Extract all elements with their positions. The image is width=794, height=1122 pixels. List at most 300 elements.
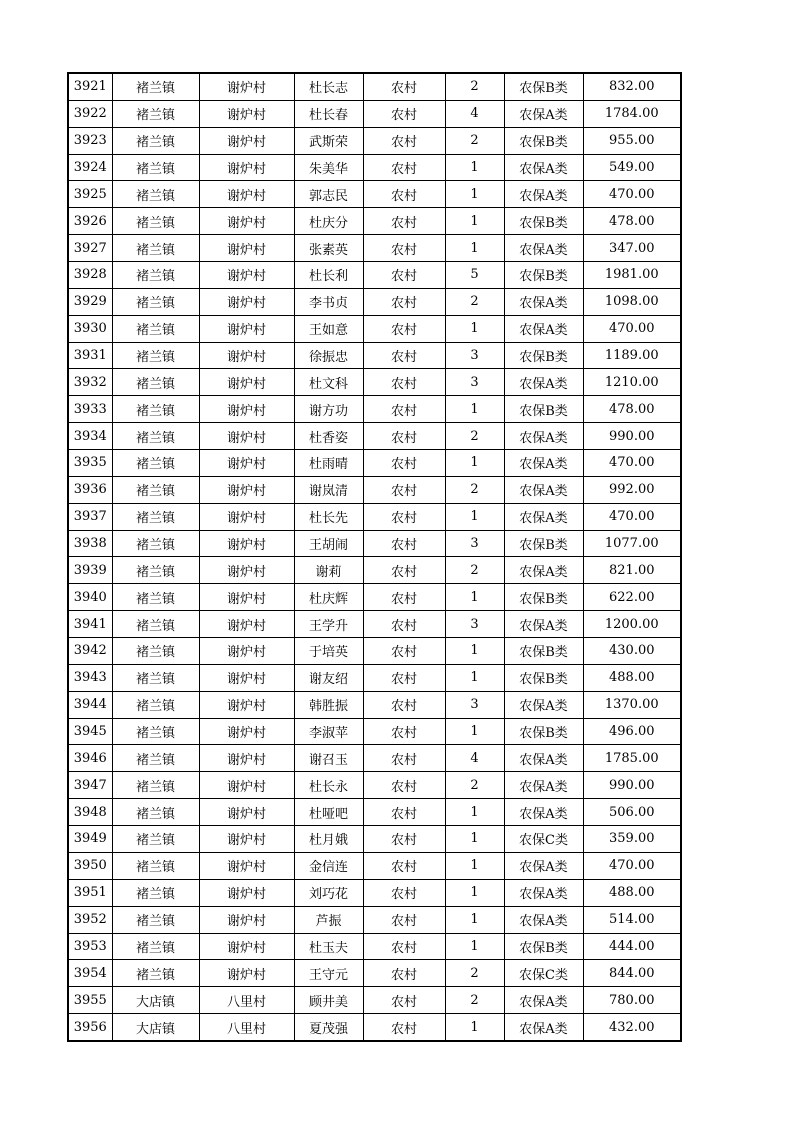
row-number-cell: 3956 (68, 1014, 112, 1041)
village-cell: 谢炉村 (199, 288, 294, 315)
row-number-cell: 3924 (68, 154, 112, 181)
town-cell: 褚兰镇 (112, 476, 199, 503)
household-size-cell: 3 (445, 611, 504, 638)
village-cell: 谢炉村 (199, 396, 294, 423)
insurance-category-cell: 农保B类 (504, 933, 583, 960)
insurance-category-cell: 农保B类 (504, 584, 583, 611)
household-size-cell: 1 (445, 1014, 504, 1041)
village-cell: 谢炉村 (199, 235, 294, 262)
insurance-category-cell: 农保A类 (504, 557, 583, 584)
village-cell: 谢炉村 (199, 127, 294, 154)
table-row (68, 664, 681, 691)
person-name-cell: 王守元 (294, 960, 363, 987)
row-number-cell: 3937 (68, 503, 112, 530)
area-type-cell: 农村 (363, 450, 445, 477)
amount-cell: 1210.00 (583, 369, 681, 396)
person-name-cell: 杜月娥 (294, 826, 363, 853)
insurance-category-cell: 农保A类 (504, 450, 583, 477)
person-name-cell: 谢友绍 (294, 664, 363, 691)
village-cell: 谢炉村 (199, 262, 294, 289)
household-size-cell: 4 (445, 745, 504, 772)
town-cell: 褚兰镇 (112, 288, 199, 315)
amount-cell: 1077.00 (583, 530, 681, 557)
table-row (68, 73, 681, 100)
amount-cell: 990.00 (583, 423, 681, 450)
household-size-cell: 1 (445, 638, 504, 665)
town-cell: 褚兰镇 (112, 450, 199, 477)
village-cell: 八里村 (199, 987, 294, 1014)
village-cell: 谢炉村 (199, 852, 294, 879)
area-type-cell: 农村 (363, 611, 445, 638)
town-cell: 褚兰镇 (112, 342, 199, 369)
town-cell: 褚兰镇 (112, 530, 199, 557)
row-number-cell: 3945 (68, 718, 112, 745)
table-row (68, 181, 681, 208)
household-size-cell: 1 (445, 879, 504, 906)
person-name-cell: 谢召玉 (294, 745, 363, 772)
row-number-cell: 3921 (68, 73, 112, 100)
row-number-cell: 3929 (68, 288, 112, 315)
row-number-cell: 3940 (68, 584, 112, 611)
village-cell: 谢炉村 (199, 100, 294, 127)
amount-cell: 478.00 (583, 396, 681, 423)
person-name-cell: 芦振 (294, 906, 363, 933)
person-name-cell: 杜庆分 (294, 208, 363, 235)
person-name-cell: 谢岚清 (294, 476, 363, 503)
insurance-category-cell: 农保B类 (504, 262, 583, 289)
town-cell: 褚兰镇 (112, 73, 199, 100)
town-cell: 褚兰镇 (112, 826, 199, 853)
amount-cell: 1981.00 (583, 262, 681, 289)
amount-cell: 470.00 (583, 181, 681, 208)
town-cell: 褚兰镇 (112, 584, 199, 611)
household-size-cell: 1 (445, 154, 504, 181)
town-cell: 大店镇 (112, 1014, 199, 1041)
table-row (68, 557, 681, 584)
village-cell: 谢炉村 (199, 423, 294, 450)
village-cell: 谢炉村 (199, 476, 294, 503)
person-name-cell: 王如意 (294, 315, 363, 342)
town-cell: 褚兰镇 (112, 369, 199, 396)
row-number-cell: 3946 (68, 745, 112, 772)
household-size-cell: 2 (445, 557, 504, 584)
table-row (68, 369, 681, 396)
household-size-cell: 1 (445, 933, 504, 960)
insurance-category-cell: 农保A类 (504, 476, 583, 503)
row-number-cell: 3922 (68, 100, 112, 127)
person-name-cell: 王学升 (294, 611, 363, 638)
person-name-cell: 夏茂强 (294, 1014, 363, 1041)
area-type-cell: 农村 (363, 208, 445, 235)
town-cell: 褚兰镇 (112, 718, 199, 745)
insurance-category-cell: 农保A类 (504, 611, 583, 638)
village-cell: 谢炉村 (199, 826, 294, 853)
amount-cell: 1098.00 (583, 288, 681, 315)
area-type-cell: 农村 (363, 718, 445, 745)
person-name-cell: 杜香姿 (294, 423, 363, 450)
town-cell: 褚兰镇 (112, 933, 199, 960)
insurance-category-cell: 农保B类 (504, 127, 583, 154)
area-type-cell: 农村 (363, 396, 445, 423)
town-cell: 褚兰镇 (112, 960, 199, 987)
row-number-cell: 3927 (68, 235, 112, 262)
household-size-cell: 2 (445, 476, 504, 503)
table-row (68, 799, 681, 826)
person-name-cell: 张素英 (294, 235, 363, 262)
amount-cell: 496.00 (583, 718, 681, 745)
town-cell: 褚兰镇 (112, 691, 199, 718)
row-number-cell: 3951 (68, 879, 112, 906)
table-row (68, 342, 681, 369)
person-name-cell: 杜文科 (294, 369, 363, 396)
person-name-cell: 谢方功 (294, 396, 363, 423)
village-cell: 谢炉村 (199, 611, 294, 638)
area-type-cell: 农村 (363, 127, 445, 154)
table-row (68, 960, 681, 987)
amount-cell: 549.00 (583, 154, 681, 181)
insurance-category-cell: 农保B类 (504, 342, 583, 369)
area-type-cell: 农村 (363, 530, 445, 557)
amount-cell: 432.00 (583, 1014, 681, 1041)
household-size-cell: 1 (445, 396, 504, 423)
table-row (68, 235, 681, 262)
insurance-category-cell: 农保A类 (504, 987, 583, 1014)
amount-cell: 821.00 (583, 557, 681, 584)
insurance-category-cell: 农保A类 (504, 745, 583, 772)
area-type-cell: 农村 (363, 879, 445, 906)
row-number-cell: 3948 (68, 799, 112, 826)
village-cell: 谢炉村 (199, 745, 294, 772)
table-row (68, 288, 681, 315)
household-size-cell: 2 (445, 127, 504, 154)
insurance-category-cell: 农保B类 (504, 664, 583, 691)
area-type-cell: 农村 (363, 503, 445, 530)
village-cell: 谢炉村 (199, 557, 294, 584)
amount-cell: 359.00 (583, 826, 681, 853)
household-size-cell: 1 (445, 826, 504, 853)
insurance-category-cell: 农保A类 (504, 879, 583, 906)
row-number-cell: 3939 (68, 557, 112, 584)
row-number-cell: 3952 (68, 906, 112, 933)
town-cell: 褚兰镇 (112, 208, 199, 235)
village-cell: 谢炉村 (199, 638, 294, 665)
village-cell: 谢炉村 (199, 584, 294, 611)
person-name-cell: 杜雨晴 (294, 450, 363, 477)
insurance-category-cell: 农保A类 (504, 772, 583, 799)
village-cell: 谢炉村 (199, 718, 294, 745)
amount-cell: 470.00 (583, 450, 681, 477)
insurance-category-cell: 农保B类 (504, 638, 583, 665)
household-size-cell: 1 (445, 718, 504, 745)
amount-cell: 470.00 (583, 503, 681, 530)
row-number-cell: 3955 (68, 987, 112, 1014)
household-size-cell: 4 (445, 100, 504, 127)
insurance-category-cell: 农保A类 (504, 235, 583, 262)
insurance-category-cell: 农保B类 (504, 73, 583, 100)
table-row (68, 450, 681, 477)
area-type-cell: 农村 (363, 423, 445, 450)
table-row (68, 262, 681, 289)
person-name-cell: 顾井美 (294, 987, 363, 1014)
person-name-cell: 金信连 (294, 852, 363, 879)
person-name-cell: 杜哑吧 (294, 799, 363, 826)
person-name-cell: 杜庆辉 (294, 584, 363, 611)
amount-cell: 478.00 (583, 208, 681, 235)
area-type-cell: 农村 (363, 584, 445, 611)
area-type-cell: 农村 (363, 315, 445, 342)
table-row (68, 852, 681, 879)
town-cell: 褚兰镇 (112, 100, 199, 127)
household-size-cell: 3 (445, 342, 504, 369)
table-row (68, 611, 681, 638)
person-name-cell: 韩胜振 (294, 691, 363, 718)
amount-cell: 470.00 (583, 315, 681, 342)
insurance-category-cell: 农保A类 (504, 1014, 583, 1041)
household-size-cell: 2 (445, 73, 504, 100)
insurance-category-cell: 农保B类 (504, 396, 583, 423)
household-size-cell: 3 (445, 369, 504, 396)
person-name-cell: 杜长永 (294, 772, 363, 799)
town-cell: 褚兰镇 (112, 611, 199, 638)
area-type-cell: 农村 (363, 772, 445, 799)
village-cell: 谢炉村 (199, 154, 294, 181)
area-type-cell: 农村 (363, 664, 445, 691)
amount-cell: 506.00 (583, 799, 681, 826)
village-cell: 谢炉村 (199, 342, 294, 369)
person-name-cell: 于培英 (294, 638, 363, 665)
town-cell: 褚兰镇 (112, 852, 199, 879)
table-row (68, 718, 681, 745)
row-number-cell: 3934 (68, 423, 112, 450)
insurance-category-cell: 农保B类 (504, 530, 583, 557)
table-row (68, 396, 681, 423)
amount-cell: 990.00 (583, 772, 681, 799)
area-type-cell: 农村 (363, 154, 445, 181)
household-size-cell: 1 (445, 799, 504, 826)
insurance-category-cell: 农保A类 (504, 906, 583, 933)
town-cell: 褚兰镇 (112, 799, 199, 826)
amount-cell: 514.00 (583, 906, 681, 933)
area-type-cell: 农村 (363, 476, 445, 503)
household-size-cell: 5 (445, 262, 504, 289)
person-name-cell: 郭志民 (294, 181, 363, 208)
area-type-cell: 农村 (363, 826, 445, 853)
village-cell: 谢炉村 (199, 369, 294, 396)
village-cell: 谢炉村 (199, 691, 294, 718)
table-row (68, 584, 681, 611)
table-row (68, 154, 681, 181)
person-name-cell: 武斯荣 (294, 127, 363, 154)
village-cell: 谢炉村 (199, 664, 294, 691)
person-name-cell: 李淑苹 (294, 718, 363, 745)
table-row (68, 100, 681, 127)
amount-cell: 488.00 (583, 664, 681, 691)
town-cell: 褚兰镇 (112, 396, 199, 423)
town-cell: 褚兰镇 (112, 906, 199, 933)
household-size-cell: 1 (445, 450, 504, 477)
table-row (68, 987, 681, 1014)
household-size-cell: 2 (445, 960, 504, 987)
amount-cell: 1200.00 (583, 611, 681, 638)
town-cell: 褚兰镇 (112, 745, 199, 772)
amount-cell: 1785.00 (583, 745, 681, 772)
area-type-cell: 农村 (363, 288, 445, 315)
household-size-cell: 1 (445, 906, 504, 933)
amount-cell: 622.00 (583, 584, 681, 611)
row-number-cell: 3935 (68, 450, 112, 477)
table-row (68, 906, 681, 933)
row-number-cell: 3933 (68, 396, 112, 423)
town-cell: 褚兰镇 (112, 315, 199, 342)
village-cell: 谢炉村 (199, 933, 294, 960)
table-row (68, 691, 681, 718)
town-cell: 褚兰镇 (112, 423, 199, 450)
table-row (68, 826, 681, 853)
table-row (68, 503, 681, 530)
table-row (68, 208, 681, 235)
village-cell: 谢炉村 (199, 450, 294, 477)
insurance-category-cell: 农保B类 (504, 718, 583, 745)
town-cell: 褚兰镇 (112, 127, 199, 154)
amount-cell: 347.00 (583, 235, 681, 262)
amount-cell: 955.00 (583, 127, 681, 154)
town-cell: 褚兰镇 (112, 503, 199, 530)
village-cell: 谢炉村 (199, 181, 294, 208)
table-row (68, 638, 681, 665)
amount-cell: 1370.00 (583, 691, 681, 718)
amount-cell: 444.00 (583, 933, 681, 960)
row-number-cell: 3932 (68, 369, 112, 396)
household-size-cell: 1 (445, 208, 504, 235)
town-cell: 褚兰镇 (112, 664, 199, 691)
amount-cell: 780.00 (583, 987, 681, 1014)
area-type-cell: 农村 (363, 100, 445, 127)
town-cell: 褚兰镇 (112, 154, 199, 181)
person-name-cell: 杜长利 (294, 262, 363, 289)
village-cell: 谢炉村 (199, 879, 294, 906)
area-type-cell: 农村 (363, 745, 445, 772)
insurance-category-cell: 农保A类 (504, 423, 583, 450)
household-size-cell: 2 (445, 772, 504, 799)
row-number-cell: 3923 (68, 127, 112, 154)
amount-cell: 992.00 (583, 476, 681, 503)
table-row (68, 772, 681, 799)
table-row (68, 476, 681, 503)
table-row (68, 745, 681, 772)
village-cell: 谢炉村 (199, 960, 294, 987)
insurance-category-cell: 农保A类 (504, 315, 583, 342)
table-row (68, 933, 681, 960)
row-number-cell: 3928 (68, 262, 112, 289)
table-row (68, 315, 681, 342)
amount-cell: 1189.00 (583, 342, 681, 369)
person-name-cell: 杜长志 (294, 73, 363, 100)
insurance-category-cell: 农保A类 (504, 503, 583, 530)
insurance-category-cell: 农保A类 (504, 181, 583, 208)
insurance-category-cell: 农保A类 (504, 288, 583, 315)
household-size-cell: 1 (445, 181, 504, 208)
town-cell: 褚兰镇 (112, 557, 199, 584)
table-row (68, 127, 681, 154)
insurance-category-cell: 农保A类 (504, 691, 583, 718)
insurance-category-cell: 农保A类 (504, 369, 583, 396)
village-cell: 谢炉村 (199, 315, 294, 342)
area-type-cell: 农村 (363, 933, 445, 960)
person-name-cell: 杜长春 (294, 100, 363, 127)
amount-cell: 488.00 (583, 879, 681, 906)
row-number-cell: 3943 (68, 664, 112, 691)
area-type-cell: 农村 (363, 73, 445, 100)
insurance-category-cell: 农保B类 (504, 208, 583, 235)
area-type-cell: 农村 (363, 691, 445, 718)
row-number-cell: 3950 (68, 852, 112, 879)
table-row (68, 1014, 681, 1041)
row-number-cell: 3925 (68, 181, 112, 208)
table-body (68, 73, 681, 1041)
household-size-cell: 2 (445, 987, 504, 1014)
area-type-cell: 农村 (363, 181, 445, 208)
amount-cell: 470.00 (583, 852, 681, 879)
person-name-cell: 杜玉夫 (294, 933, 363, 960)
area-type-cell: 农村 (363, 960, 445, 987)
village-cell: 八里村 (199, 1014, 294, 1041)
insurance-category-cell: 农保A类 (504, 154, 583, 181)
town-cell: 大店镇 (112, 987, 199, 1014)
person-name-cell: 谢莉 (294, 557, 363, 584)
row-number-cell: 3931 (68, 342, 112, 369)
village-cell: 谢炉村 (199, 503, 294, 530)
village-cell: 谢炉村 (199, 208, 294, 235)
household-size-cell: 3 (445, 691, 504, 718)
amount-cell: 1784.00 (583, 100, 681, 127)
town-cell: 褚兰镇 (112, 879, 199, 906)
area-type-cell: 农村 (363, 906, 445, 933)
area-type-cell: 农村 (363, 557, 445, 584)
row-number-cell: 3926 (68, 208, 112, 235)
town-cell: 褚兰镇 (112, 638, 199, 665)
town-cell: 褚兰镇 (112, 262, 199, 289)
person-name-cell: 朱美华 (294, 154, 363, 181)
row-number-cell: 3954 (68, 960, 112, 987)
area-type-cell: 农村 (363, 262, 445, 289)
amount-cell: 832.00 (583, 73, 681, 100)
row-number-cell: 3930 (68, 315, 112, 342)
row-number-cell: 3944 (68, 691, 112, 718)
area-type-cell: 农村 (363, 369, 445, 396)
person-name-cell: 王胡闹 (294, 530, 363, 557)
row-number-cell: 3953 (68, 933, 112, 960)
area-type-cell: 农村 (363, 638, 445, 665)
person-name-cell: 李书贞 (294, 288, 363, 315)
village-cell: 谢炉村 (199, 530, 294, 557)
area-type-cell: 农村 (363, 235, 445, 262)
person-name-cell: 刘巧花 (294, 879, 363, 906)
household-size-cell: 1 (445, 584, 504, 611)
row-number-cell: 3936 (68, 476, 112, 503)
town-cell: 褚兰镇 (112, 181, 199, 208)
amount-cell: 430.00 (583, 638, 681, 665)
data-table (67, 72, 682, 1042)
household-size-cell: 1 (445, 664, 504, 691)
person-name-cell: 徐振忠 (294, 342, 363, 369)
household-size-cell: 1 (445, 503, 504, 530)
area-type-cell: 农村 (363, 1014, 445, 1041)
household-size-cell: 3 (445, 530, 504, 557)
town-cell: 褚兰镇 (112, 772, 199, 799)
village-cell: 谢炉村 (199, 772, 294, 799)
insurance-category-cell: 农保A类 (504, 100, 583, 127)
row-number-cell: 3949 (68, 826, 112, 853)
